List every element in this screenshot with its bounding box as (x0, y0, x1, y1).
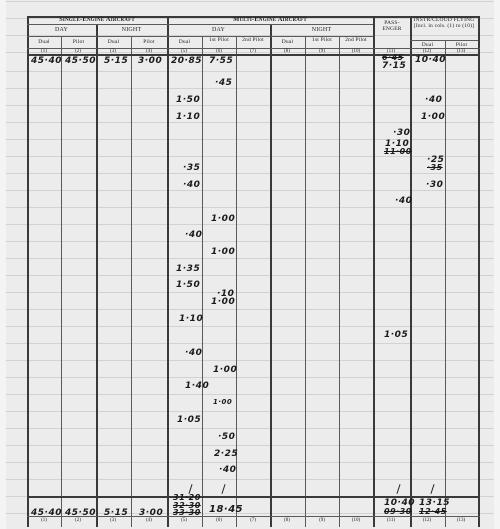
entry-instr-dual: ·25 (427, 155, 445, 165)
header-dual: Dual (281, 39, 294, 45)
column-number: (6) (216, 49, 222, 54)
cf-se-day-dual: 45·40 (31, 56, 62, 66)
total-instr-dual-struck: 12·45 (419, 507, 447, 516)
check-mark (221, 484, 225, 494)
header-first-pilot: 1st Pilot (312, 37, 332, 43)
entry-me-day-dual: ·35 (183, 163, 201, 173)
entry-me-day-dual: 1·50 (176, 280, 201, 290)
column-number: (4) (146, 49, 152, 54)
rule (96, 24, 98, 527)
rule (478, 16, 480, 527)
total-se-day-dual: 45·40 (31, 508, 62, 518)
entry-passenger: ·30 (393, 128, 411, 138)
rule (339, 36, 340, 527)
rule (167, 16, 169, 527)
column-number: (5) (181, 518, 187, 523)
column-number: (13) (456, 518, 466, 523)
cf-passenger: 7·15 (382, 61, 407, 71)
column-number: (10) (351, 518, 361, 523)
page-right-edge (494, 0, 500, 529)
header-second-pilot: 2nd Pilot (242, 37, 264, 43)
check-mark (396, 484, 400, 494)
header-instr-cloud: INSTR/CLOUD FLYING [Incl. in cols. (1) to (10)] (413, 17, 475, 29)
rule (202, 36, 203, 527)
entry-me-day-first: 2·25 (214, 449, 239, 459)
entry-me-day-dual: ·40 (185, 230, 203, 240)
column-number: (11) (386, 518, 396, 523)
rule (131, 36, 132, 527)
header-se-night: NIGHT (121, 27, 142, 33)
column-number: (11) (386, 49, 396, 54)
entry-me-day-first: ·50 (218, 432, 236, 442)
column-number: (5) (181, 49, 187, 54)
header-dual: Dual (107, 39, 120, 45)
column-number: (3) (110, 518, 116, 523)
entry-me-day-dual: 1·05 (177, 415, 202, 425)
column-number: (12) (422, 49, 432, 54)
entry-me-day-dual: 1·50 (176, 95, 201, 105)
rule (27, 16, 29, 527)
header-me-day: DAY (211, 27, 226, 33)
cf-me-day-first: 7·55 (209, 56, 234, 66)
column-number: (2) (75, 518, 81, 523)
entry-me-day-dual: 1·10 (179, 314, 204, 324)
entry-me-day-first: 1·00 (211, 247, 236, 257)
total-me-day-dual-struck: 32·30 (173, 501, 201, 510)
column-number: (8) (284, 518, 290, 523)
entry-me-day-first: ·40 (219, 465, 237, 475)
entry-passenger-struck: 11·00 (384, 147, 412, 156)
entry-passenger: ·40 (395, 196, 413, 206)
entry-me-day-first: 1·00 (211, 214, 236, 224)
entry-me-day-dual: 1·35 (176, 264, 201, 274)
total-me-day-dual-struck: 33·30 (173, 508, 201, 517)
total-se-night-dual: 5·15 (104, 508, 129, 518)
rule (373, 16, 375, 527)
column-number: (12) (422, 518, 432, 523)
header-second-pilot: 2nd Pilot (345, 37, 367, 43)
rule (27, 24, 373, 25)
column-number: (1) (41, 518, 47, 523)
column-number: (6) (216, 518, 222, 523)
header-me-night: NIGHT (311, 27, 332, 33)
column-number: (7) (250, 49, 256, 54)
column-number: (8) (284, 49, 290, 54)
header-multi-engine: Multi-Engine Aircraft (233, 16, 307, 23)
entry-me-day-first: 1·00 (213, 398, 233, 406)
entry-me-day-first: ·10 (217, 289, 235, 299)
entry-me-day-first: ·45 (215, 78, 233, 88)
total-me-day-dual: 31·20 (173, 493, 201, 502)
entry-instr-dual: ·30 (426, 180, 444, 190)
cf-instr-dual: 10·40 (415, 55, 446, 65)
page-left-edge (0, 0, 6, 529)
header-se-day: DAY (54, 27, 69, 33)
header-passenger: PASS-ENGER (382, 20, 402, 32)
header-pilot: Pilot (72, 39, 85, 45)
total-se-night-pilot: 3·00 (139, 508, 164, 518)
total-passenger-struck: 09·30 (384, 507, 412, 516)
cf-passenger-struck: 6·45 (382, 53, 404, 62)
total-instr-dual: 13·15 (419, 498, 450, 508)
entry-passenger: 1·10 (385, 139, 410, 149)
column-number: (13) (456, 49, 466, 54)
column-number: (10) (351, 49, 361, 54)
column-number: (7) (250, 518, 256, 523)
rule (410, 40, 478, 41)
header-dual: Dual (178, 39, 191, 45)
entry-me-day-first: 1·00 (211, 297, 236, 307)
column-number: (9) (319, 49, 325, 54)
cf-me-day-dual: 20·85 (171, 56, 202, 66)
check-mark (430, 484, 434, 494)
column-number: (1) (41, 49, 47, 54)
entry-me-day-dual: 1·40 (185, 381, 210, 391)
column-number: (2) (75, 49, 81, 54)
entry-me-day-first: 1·00 (213, 365, 238, 375)
entry-me-day-dual: 1·10 (176, 112, 201, 122)
entry-instr-dual: ·40 (425, 95, 443, 105)
header-dual: Dual (421, 42, 434, 48)
entry-me-day-dual: ·40 (183, 180, 201, 190)
cf-se-night-pilot: 3·00 (138, 56, 163, 66)
entry-instr-dual: 1·00 (421, 112, 446, 122)
cf-se-night-dual: 5·15 (104, 56, 129, 66)
rule (410, 16, 412, 527)
column-number: (9) (319, 518, 325, 523)
entry-me-day-dual: ·40 (185, 348, 203, 358)
rule (270, 24, 272, 527)
rule (61, 36, 62, 527)
total-passenger: 10·40 (384, 498, 415, 508)
cf-se-day-pilot: 45·50 (65, 56, 96, 66)
column-number: (4) (146, 518, 152, 523)
total-se-day-pilot: 45·50 (65, 508, 96, 518)
entry-instr-dual-struck: ·35 (427, 163, 443, 172)
header-first-pilot: 1st Pilot (209, 37, 229, 43)
total-me-day-first: 18·45 (209, 504, 244, 515)
header-single-engine: Single-Engine Aircraft (59, 16, 135, 23)
column-number: (3) (110, 49, 116, 54)
entry-passenger: 1·05 (384, 330, 409, 340)
rule (305, 36, 306, 527)
header-dual: Dual (38, 39, 50, 45)
header-pilot: Pilot (143, 39, 155, 45)
header-pilot: Pilot (455, 42, 468, 48)
